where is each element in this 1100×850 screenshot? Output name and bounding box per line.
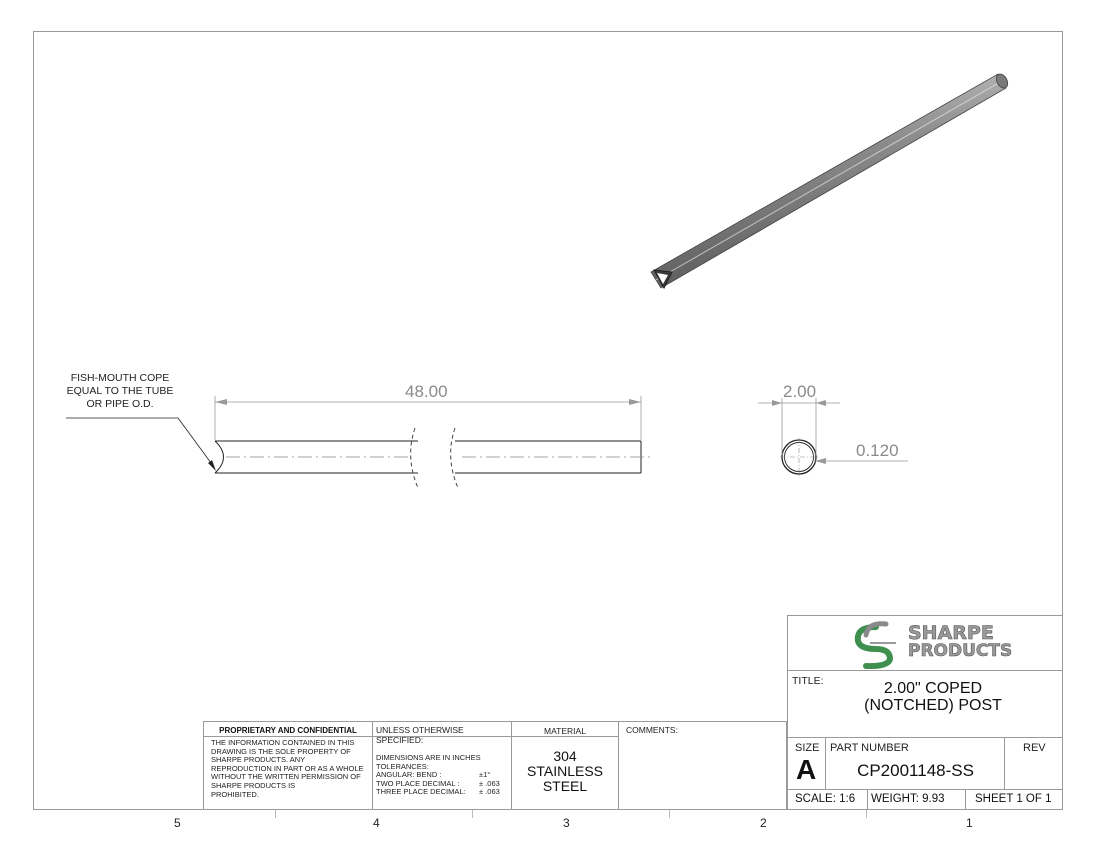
diameter-dimension-text: 2.00 xyxy=(783,382,817,401)
fish-mouth-note xyxy=(60,372,180,411)
tube-end-view xyxy=(780,438,818,476)
zone-label-5: 5 xyxy=(174,816,181,830)
tolerance-name: THREE PLACE DECIMAL: xyxy=(376,787,466,797)
units-note: DIMENSIONS ARE IN INCHES xyxy=(376,753,481,762)
zone-label-4: 4 xyxy=(373,816,380,830)
title-block-left xyxy=(203,721,787,810)
note-line: OR PIPE O.D. xyxy=(86,398,154,410)
wall-dimension-text: 0.120 xyxy=(856,441,899,460)
proprietary-line: SHARPE PRODUCTS. ANY xyxy=(211,755,306,765)
drawing-title-line: (NOTCHED) POST xyxy=(864,697,1002,714)
proprietary-line: REPRODUCTION IN PART OR AS A WHOLE xyxy=(211,763,364,773)
zone-label-1: 1 xyxy=(966,816,973,830)
proprietary-line: THE INFORMATION CONTAINED IN THIS xyxy=(211,738,355,747)
scale-text: SCALE: 1:6 xyxy=(788,790,868,809)
material-header: MATERIAL xyxy=(544,726,586,736)
comments-cell xyxy=(619,722,786,809)
proprietary-header: PROPRIETARY AND CONFIDENTIAL xyxy=(219,726,357,735)
tolerance-value: ± .063 xyxy=(479,778,500,788)
drawing-title-line: 2.00" COPED xyxy=(883,680,983,697)
tolerance-cell xyxy=(373,722,512,809)
comments-header: COMMENTS: xyxy=(626,725,678,735)
proprietary-line: DRAWING IS THE SOLE PROPERTY OF xyxy=(211,746,351,756)
material-line: 304 xyxy=(553,748,577,764)
zone-label-3: 3 xyxy=(563,816,570,830)
weight-text: WEIGHT: 9.93 xyxy=(868,790,966,809)
zone-label-2: 2 xyxy=(760,816,767,830)
proprietary-line: PROHIBITED. xyxy=(211,789,259,799)
proprietary-line: WITHOUT THE WRITTEN PERMISSION OF xyxy=(211,772,361,782)
tolerance-header: UNLESS OTHERWISE SPECIFIED: xyxy=(376,725,464,745)
tolerance-value: ±1° xyxy=(479,770,491,780)
tolerance-value: ± .063 xyxy=(479,787,500,797)
size-cell xyxy=(788,738,826,790)
tube-side-view xyxy=(215,428,652,488)
note-line: EQUAL TO THE TUBE xyxy=(66,385,174,397)
length-dimension xyxy=(215,396,641,440)
length-dimension-text: 48.00 xyxy=(405,382,448,401)
part-number: CP2001148-SS xyxy=(857,761,974,780)
part-number-cell xyxy=(826,738,1005,790)
tolerance-label: TOLERANCES: xyxy=(376,761,429,771)
material-cell xyxy=(512,722,619,809)
note-line: FISH-MOUTH COPE xyxy=(70,372,170,384)
rev-label: REV xyxy=(1023,742,1046,754)
part-number-label: PART NUMBER xyxy=(830,742,909,754)
tolerance-name: TWO PLACE DECIMAL : xyxy=(376,778,460,788)
material-line: STEEL xyxy=(542,778,588,794)
sheet-size: A xyxy=(796,754,817,785)
logo-cell xyxy=(788,616,1062,671)
rev-cell xyxy=(1005,738,1062,790)
proprietary-line: SHARPE PRODUCTS IS xyxy=(211,780,296,790)
logo-wordmark-line1: SHARPE xyxy=(908,622,994,644)
isometric-tube-view xyxy=(651,72,1010,288)
tolerance-name: ANGULAR: BEND : xyxy=(376,770,442,780)
logo-wordmark-line2: PRODUCTS xyxy=(908,641,1013,661)
size-label: SIZE xyxy=(795,742,820,754)
title-label: TITLE: xyxy=(792,675,824,687)
material-line: STAINLESS xyxy=(527,763,603,779)
sheet-text: SHEET 1 OF 1 xyxy=(975,793,1052,805)
title-cell xyxy=(788,671,1062,738)
title-block-right xyxy=(787,615,1063,810)
diameter-dimension xyxy=(758,398,840,455)
note-leader xyxy=(66,418,216,471)
